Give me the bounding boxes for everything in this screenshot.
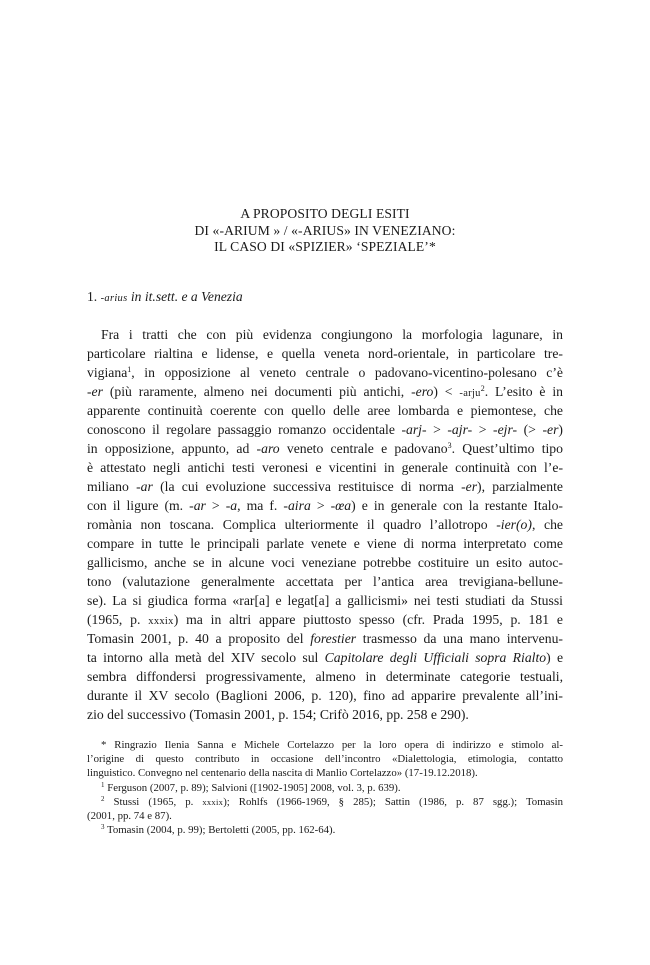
text-line: particolare rialtina e lidense, e quella veneta nord-orientale, in particolare tre- <box>87 346 563 361</box>
footnote-star-cont: linguistico. Convegno nel centenario della nascita di Manlio Cortelazzo» (17-19.12.2018). <box>87 767 478 780</box>
text-line: durante il XV secolo (Baglioni 2006, p. 120), fino ad apparire prevalente all’ini- <box>87 688 563 703</box>
text-line: miliano -ar (la cui evoluzione successiva restituisce di norma -er), parzialmente <box>87 479 563 494</box>
text-line: compare in tutte le principali parlate venete e viene di norma interpretato come <box>87 536 563 551</box>
text-line: (1965, p. xxxix) ma in altri appare piuttosto spesso (cfr. Prada 1995, p. 181 e <box>87 612 563 627</box>
section-heading <box>87 289 243 307</box>
text-line: tono (valutazione generalmente accettata per l’antica area trevigiana-bellune- <box>87 574 563 589</box>
text-line: gallicismo, anche se in alcune voci veneziane potrebbe costituire un esito autoc- <box>87 555 563 570</box>
text-line: in opposizione, appunto, ad -aro veneto centrale e padovano$^3$. Quest’ultimo tipo <box>87 441 563 456</box>
footnote-2-cont: (2001, pp. 74 e 87). <box>87 809 172 822</box>
text-line: con il ligure (m. -ar > -a, ma f. -aira > -œa) e in generale con la restante Italo- <box>87 498 563 513</box>
text-line: è attestato negli antichi testi veronesi e vicentini in generale continuità con l’e- <box>87 460 563 475</box>
text-line: romània non toscana. Complica ulteriormente il quadro l’allotropo -ier(o), che <box>87 517 563 532</box>
footnote-1: $^1$ Ferguson (2007, p. 89); Salvioni ([1902-1905] 2008, vol. 3, p. 639). <box>101 780 401 794</box>
footnote-2: $^2$ Stussi (1965, p. xxxix); Rohlfs (1966-1969, § 285); Sattin (1986, p. 87 sgg.); Tomasin <box>101 794 563 808</box>
text-line: vigiana$^1$, in opposizione al veneto centrale o padovano-vicentino-polesano c’è <box>87 365 563 380</box>
footnote-ref[interactable]: 1 <box>127 365 132 374</box>
footnote-3: $^3$ Tomasin (2004, p. 99); Bertoletti (2005, pp. 162-64). <box>101 823 336 837</box>
footnote-ref[interactable]: 3 <box>447 441 452 450</box>
text-line: zio del successivo (Tomasin 2001, p. 154; Crifò 2016, pp. 258 e 290). <box>87 707 469 722</box>
title-line-3: IL CASO DI «SPIZIER» ‘SPEZIALE’* <box>214 239 436 254</box>
section-title: in it.sett. e a Venezia <box>127 289 243 304</box>
article-title <box>80 206 570 256</box>
text-line: ta intorno alla metà del XIV secolo sul Capitolare degli Ufficiali sopra Rialto) e <box>87 650 564 665</box>
text-line: Tomasin 2001, p. 40 a proposito del forestier trasmesso da una mano intervenu- <box>87 631 563 646</box>
text-line: Fra i tratti che con più evidenza congiungono la morfologia lagunare, in <box>101 327 563 342</box>
text-line: sembra diffondersi progressivamente, almeno in determinate categorie testuali, <box>87 669 563 684</box>
title-line-1: A PROPOSITO DEGLI ESITI <box>240 206 410 221</box>
footnote-star-cont: l’origine di questo contributo in occasione dell’incontro «Dialettologia, etimologia, contatto <box>87 753 563 766</box>
section-term: -arius <box>100 293 128 304</box>
title-line-2: DI «-ARIUM » / «-ARIUS» IN VENEZIANO: <box>194 222 456 238</box>
footnote-ref[interactable]: 2 <box>480 384 485 393</box>
text-line: conoscono il regolare passaggio romanzo occidentale -arj- > -ajr- > -ejr- (> -er) <box>87 422 563 437</box>
footnotes <box>87 738 563 837</box>
text-line: -er (più raramente, almeno nei documenti più antichi, -ero) < -arju$^2$. L’esito è in <box>87 384 564 399</box>
footnote-star: * Ringrazio Ilenia Sanna e Michele Cortelazzo per la loro opera di indirizzo e stimolo al- <box>101 739 563 751</box>
section-number: 1. <box>87 289 98 304</box>
text-line: apparente continuità coerente con quello delle aree lombarda e piemontese, che <box>87 403 563 418</box>
body-paragraph <box>87 325 563 724</box>
text-line: se). La si giudica forma «rar[a] e legat[a] a gallicismi» nei testi studiati da Stussi <box>87 593 563 608</box>
